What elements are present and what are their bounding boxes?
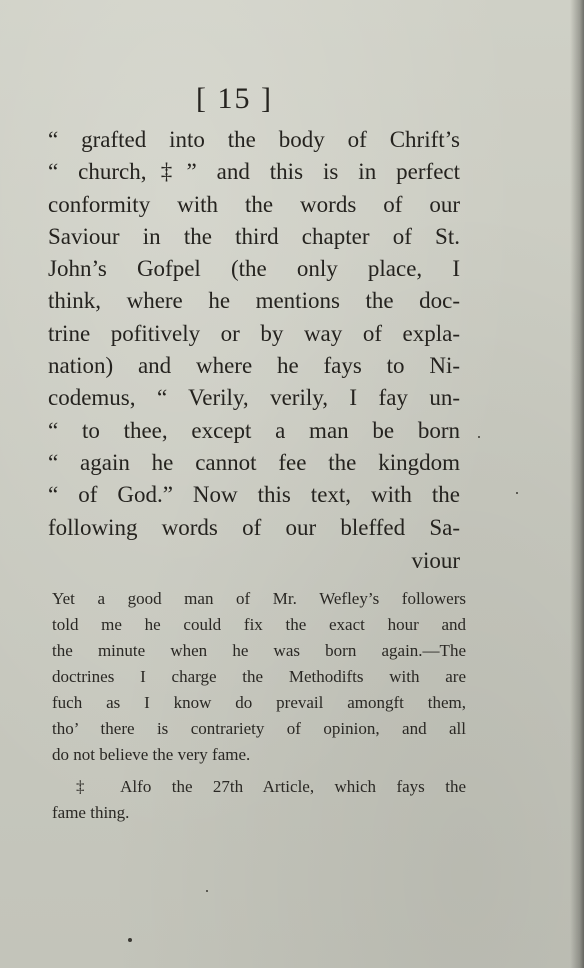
footnote-1 xyxy=(52,586,466,768)
footnote-line: told me he could fix the exact hour and xyxy=(52,615,466,634)
body-text xyxy=(48,124,460,544)
paper-speck xyxy=(478,436,480,438)
footnote-line: doctrines I charge the Methodifts with are xyxy=(52,667,466,686)
body-line: “ grafted into the body of Chrift’s xyxy=(48,127,460,152)
footnote-line: tho’ there is contrariety of opinion, and all xyxy=(52,719,466,738)
body-line: “ to thee, except a man be born xyxy=(48,417,460,443)
paper-speck xyxy=(206,890,208,892)
footnote-2 xyxy=(52,774,466,826)
page-number: [ 15 ] xyxy=(196,82,273,115)
body-line: think, where he mentions the doc- xyxy=(48,288,460,314)
catchword: viour xyxy=(411,548,460,573)
body-line: Saviour in the third chapter of St. xyxy=(48,223,460,249)
body-line: nation) and where he fays to Ni- xyxy=(48,353,460,379)
body-line: “ church,‡” and this is in perfect xyxy=(48,159,460,185)
body-line: following words of our bleffed Sa- xyxy=(48,514,460,540)
footnote-line: fuch as I know do prevail amongft them, xyxy=(52,693,466,712)
paper-speck xyxy=(516,492,518,494)
footnote-line: ‡ Alfo the 27th Article, which fays the xyxy=(76,777,466,796)
page-edge-shadow xyxy=(570,0,584,968)
footnote-line: Yet a good man of Mr. Wefley’s followers xyxy=(52,589,466,608)
body-line: codemus, “ Verily, verily, I fay un- xyxy=(48,385,460,411)
footnote-line: fame thing. xyxy=(52,803,130,822)
body-line: “ again he cannot fee the kingdom xyxy=(48,449,460,475)
footnote-line: the minute when he was born again.—The xyxy=(52,641,466,660)
footnotes xyxy=(52,586,466,826)
paper-speck xyxy=(128,938,132,942)
body-line: John’s Gofpel (the only place, I xyxy=(48,256,460,282)
body-line: conformity with the words of our xyxy=(48,191,460,217)
body-line: trine pofitively or by way of expla- xyxy=(48,320,460,346)
footnote-line: do not believe the very fame. xyxy=(52,745,251,764)
body-line: “ of God.” Now this text, with the xyxy=(48,482,460,508)
